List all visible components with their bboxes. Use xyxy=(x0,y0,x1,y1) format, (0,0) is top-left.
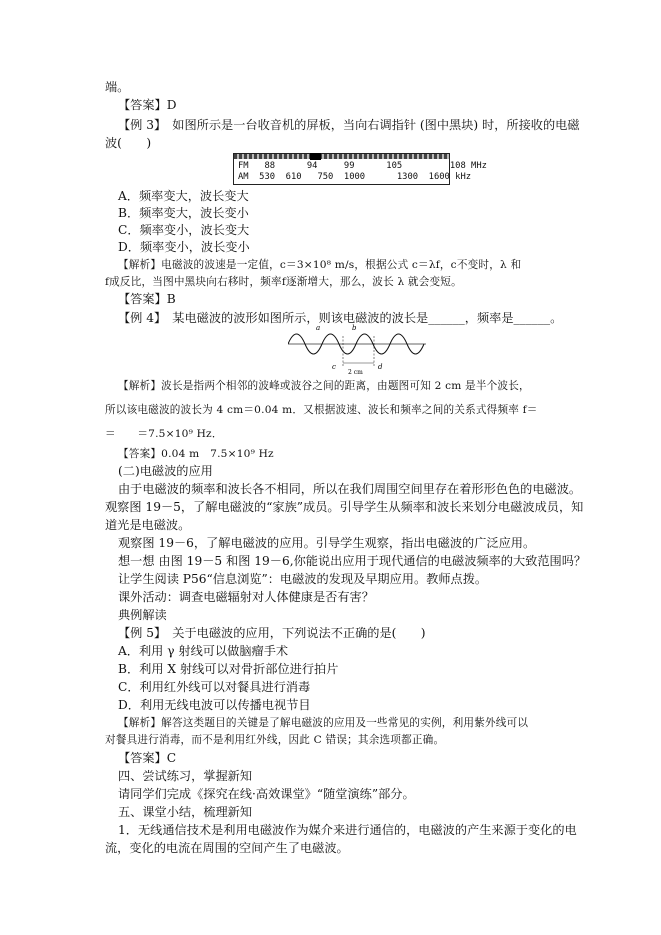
option-d: D．频率变小，波长变小 xyxy=(118,240,250,254)
option-b: B．频率变大，波长变小 xyxy=(118,206,249,220)
text-line: 让学生阅读 P56“信息浏览”：电磁波的发现及早期应用。教师点拨。 xyxy=(118,572,488,586)
wave-label-a: a xyxy=(316,324,321,332)
am-scale-row: AM 530 610 750 1000 1300 1600 kHz xyxy=(238,172,472,182)
wave-span-label: 2 cm xyxy=(348,369,363,376)
text-line: 请同学们完成《探究在线·高效课堂》“随堂演练”部分。 xyxy=(118,787,415,801)
section-heading: 五、课堂小结，梳理新知 xyxy=(118,805,253,819)
text-line: 1．无线通信技术是利用电磁波作为媒介来进行通信的，电磁波的产生来源于变化的电 xyxy=(118,823,577,837)
option-b: B．利用 X 射线可以对骨折部位进行拍片 xyxy=(118,662,339,676)
text-line: 道光是电磁波。 xyxy=(105,518,191,532)
text-line: 端。 xyxy=(105,80,130,94)
answer-line: 【答案】C xyxy=(118,751,177,765)
dial-scale-bar xyxy=(234,154,449,159)
question-example-3: 【例 3】 如图所示是一台收音机的屏板，当向右调指针 (图中黑块) 时，所接收的电磁 xyxy=(118,118,580,132)
analysis-line: 【解析】波长是指两个相邻的波峰或波谷之间的距离，由题图可知 2 cm 是半个波长， xyxy=(118,380,530,392)
answer-line: 【答案】D xyxy=(118,98,177,112)
text-line: 流，变化的电流在周围的空间产生了电磁波。 xyxy=(105,841,349,855)
radio-dial-figure xyxy=(233,153,487,185)
text-line: 观察图 19－6，了解电磁波的应用。引导学生观察，指出电磁波的广泛应用。 xyxy=(118,536,536,550)
question-example-5: 【例 5】 关于电磁波的应用，下列说法不正确的是( ) xyxy=(118,626,426,640)
option-a: A．利用 γ 射线可以做脑瘤手术 xyxy=(118,644,289,658)
waveform-figure xyxy=(288,322,428,376)
text-line: 由于电磁波的频率和波长各不相同，所以在我们周围空间里存在着形形色色的电磁波。 xyxy=(118,482,582,496)
text-line: 课外活动：调查电磁辐射对人体健康是否有害？ xyxy=(118,590,374,604)
option-d: D．利用无线电波可以传播电视节目 xyxy=(118,698,311,712)
answer-line: 【答案】0.04 m 7.5×10⁹ Hz xyxy=(118,448,274,460)
wave-label-b: b xyxy=(352,324,357,332)
option-a: A．频率变大，波长变大 xyxy=(118,189,249,203)
option-c: C．利用红外线可以对餐具进行消毒 xyxy=(118,680,311,694)
wave-label-d: d xyxy=(378,363,383,371)
fm-scale-row: FM 88 94 99 105 108 MHz xyxy=(238,161,487,171)
section-heading: 典例解读 xyxy=(118,608,167,622)
text-line: 想一想 由图 19－5 和图 19－6,你能说出应用于现代通信的电磁波频率的大致范围吗？ xyxy=(118,554,587,568)
text-line: 观察图 19－5，了解电磁波的“家族”成员。引导学生从频率和波长来划分电磁波成员，知 xyxy=(105,500,584,514)
analysis-line: ＝ ＝7.5×10⁹ Hz． xyxy=(105,428,223,440)
analysis-line: 【解析】电磁波的波速是一定值，c＝3×10⁸ m/s，根据公式 c＝λf，c不变时，λ 和 xyxy=(118,259,522,271)
text-line: 波( ) xyxy=(105,136,152,150)
section-heading: 四、尝试练习，掌握新知 xyxy=(118,769,253,783)
analysis-line: f成反比，当图中黑块向右移时，频率f逐渐增大，那么，波长 λ 就会变短。 xyxy=(105,276,462,288)
analysis-line: 【解析】解答这类题目的关键是了解电磁波的应用及一些常见的实例，利用紫外线可以 xyxy=(118,717,529,729)
option-c: C．频率变小，波长变大 xyxy=(118,223,250,237)
answer-line: 【答案】B xyxy=(118,292,176,306)
section-heading: (二)电磁波的应用 xyxy=(118,464,213,478)
dial-pointer-block xyxy=(310,153,321,160)
question-example-4: 【例 4】 某电磁波的波形如图所示，则该电磁波的波长是______，频率是______。 xyxy=(118,311,563,325)
analysis-line: 对餐具进行消毒，而不是利用红外线，因此 C 错误；其余选项都正确。 xyxy=(105,734,445,746)
wave-label-c: c xyxy=(332,363,336,371)
analysis-line: 所以该电磁波的波长为 4 cm＝0.04 m．又根据波速、波长和频率之间的关系式得频率 f＝ xyxy=(105,404,538,416)
